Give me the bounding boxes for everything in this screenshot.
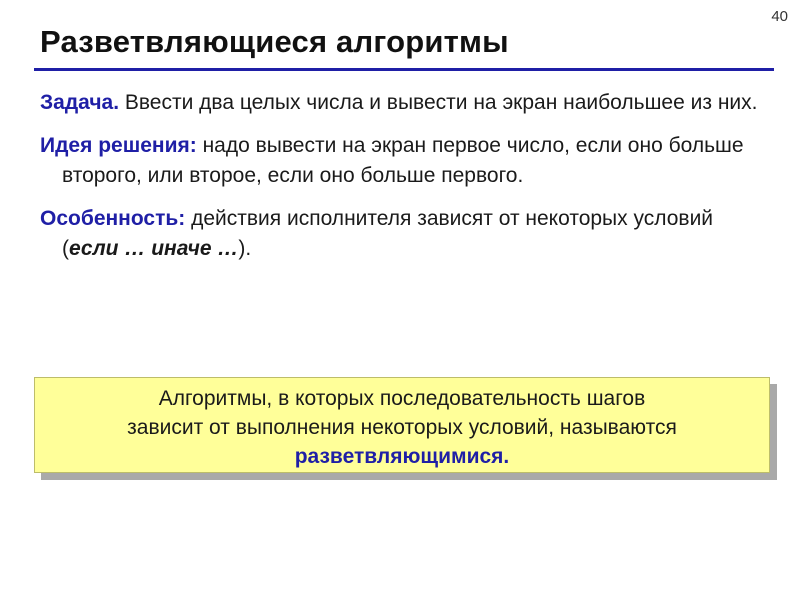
definition-line-1: Алгоритмы, в которых последовательность шагов bbox=[158, 387, 646, 410]
definition-box bbox=[34, 377, 770, 473]
feature-paragraph bbox=[40, 204, 760, 264]
definition-line-2: зависит от выполнения некоторых условий, называются bbox=[127, 416, 677, 439]
task-paragraph bbox=[40, 88, 760, 118]
feature-text: действия исполнителя зависят от некоторых условий ( bbox=[62, 207, 714, 260]
definition-term: разветвляющимися. bbox=[294, 445, 510, 468]
feature-text-end: ). bbox=[238, 237, 252, 260]
content-area bbox=[40, 88, 760, 277]
idea-text: надо вывести на экран первое число, если оно больше второго, или второе, если оно больше первого. bbox=[62, 134, 744, 187]
slide-number: 40 bbox=[771, 8, 788, 25]
idea-label: Идея решения: bbox=[40, 134, 197, 157]
keyword-else: иначе … bbox=[151, 237, 239, 260]
keyword-separator: … bbox=[118, 237, 152, 260]
task-label: Задача. bbox=[40, 91, 120, 114]
task-text: Ввести два целых числа и вывести на экран наибольшее из них. bbox=[119, 91, 758, 114]
title-underline bbox=[34, 68, 774, 71]
idea-paragraph bbox=[40, 131, 760, 191]
keyword-if: если bbox=[69, 237, 119, 260]
feature-label: Особенность: bbox=[40, 207, 186, 230]
slide-title: Разветвляющиеся алгоритмы bbox=[40, 24, 509, 59]
